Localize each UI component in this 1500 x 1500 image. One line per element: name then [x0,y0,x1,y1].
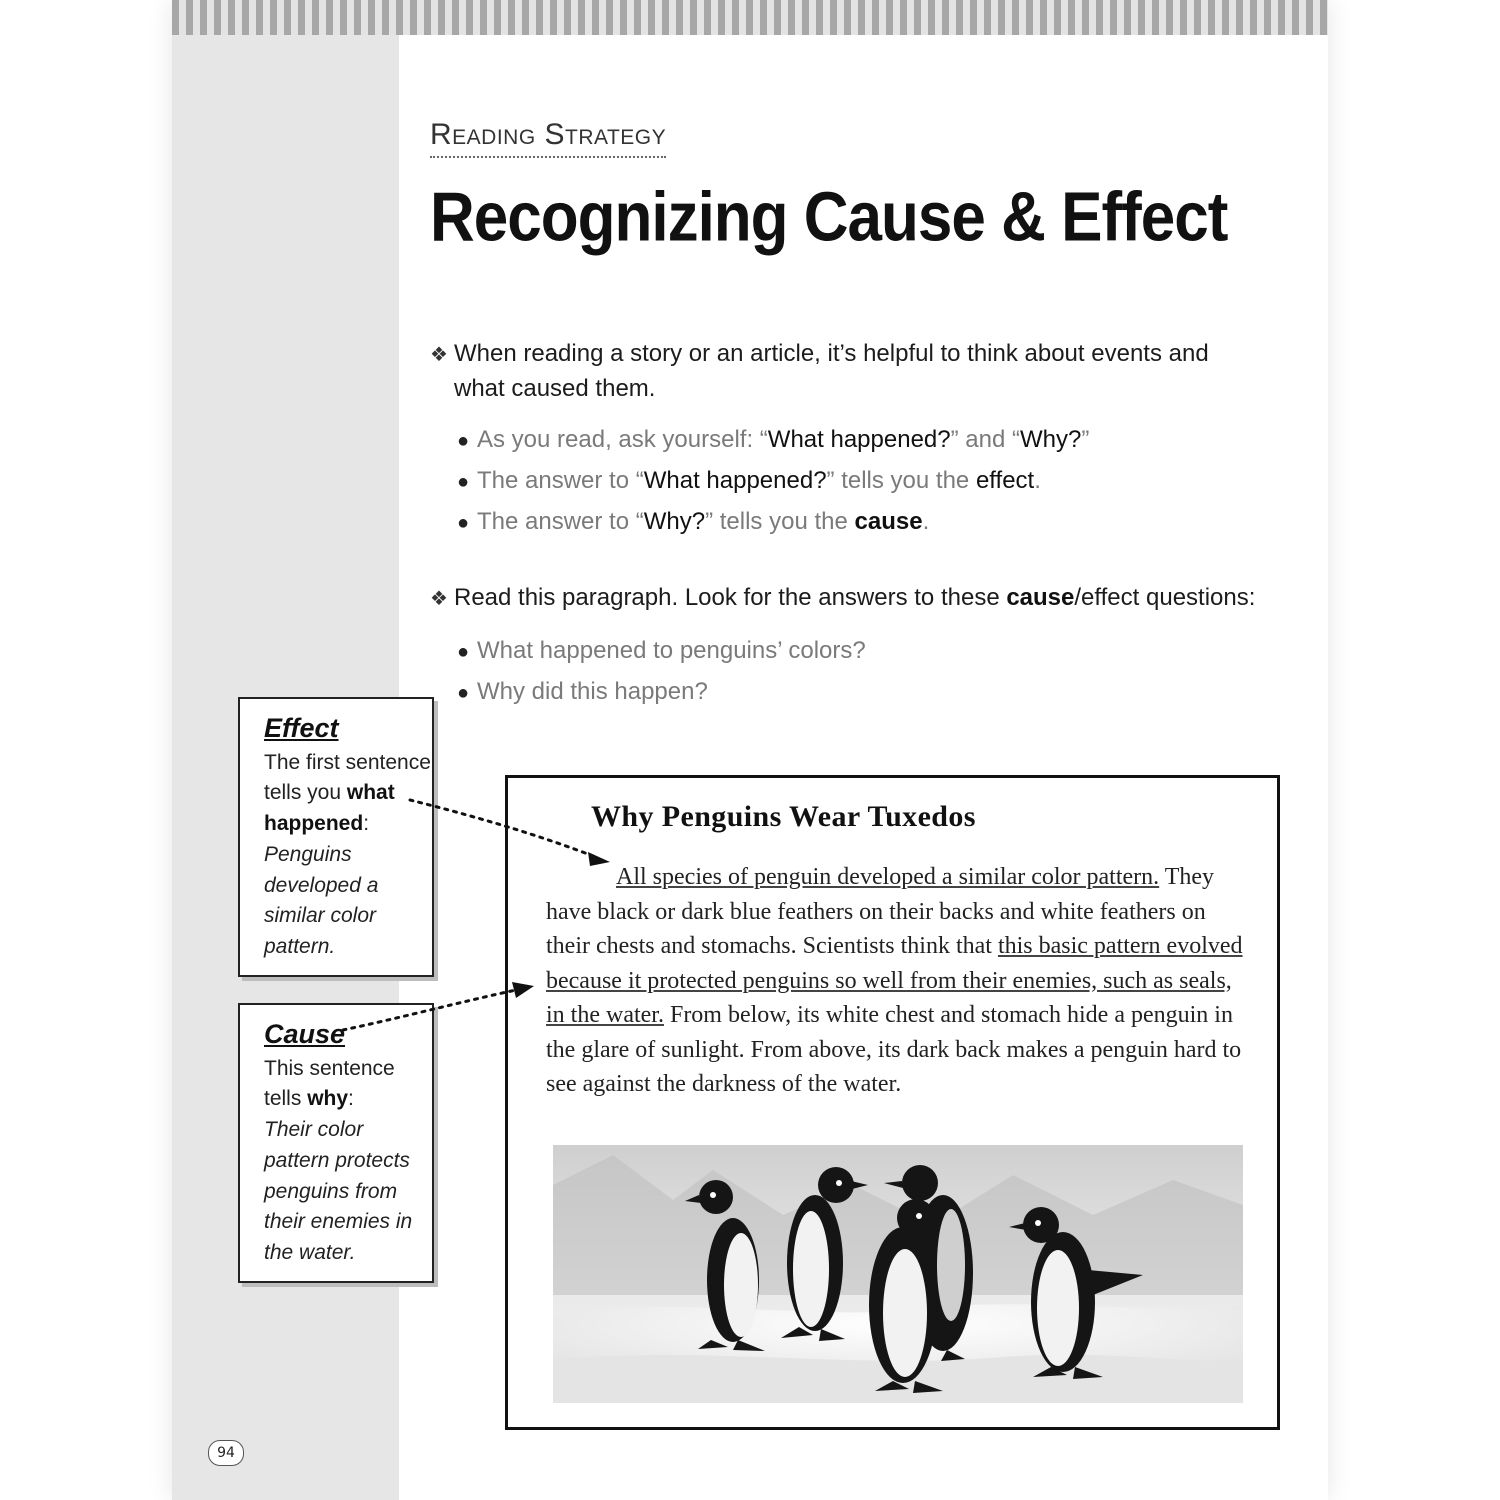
diamond-bullet-icon: ❖ [430,344,448,366]
list-item: ● What happened to penguins’ colors? [457,630,866,671]
penguins-image [553,1145,1243,1403]
section-label: Reading Strategy [430,118,666,158]
list-item: ● The answer to “Why?” tells you the cause. [457,501,1089,542]
article-body: All species of penguin developed a similar color pattern. They have black or dark blue feathers on their backs and white feathers on their chests and stomachs. Scientists think that this basic pattern evolved because it protected penguins so well from their enemies, such as seals, in the water. From below, its white chest and stomach hide a penguin in the glare of sunlight. From above, its dark back makes a penguin hard to see against the darkness of the water. [546,864,1243,1097]
workbook-page [172,0,1328,1500]
bullet-dot-icon: ● [457,641,470,663]
effect-callout: Effect The first sentence tells you what happened: Penguins developed a similar color pattern. [238,697,434,977]
page-title: Recognizing Cause & Effect [430,179,1228,257]
article-title: Why Penguins Wear Tuxedos [591,800,976,833]
penguin-photo [553,1145,1243,1403]
article-box [505,775,1280,1430]
bullet-dot-icon: ● [457,471,470,493]
intro-paragraph: ❖ When reading a story or an article, it’s helpful to think about events and what caused them. [430,340,1209,402]
bullet-dot-icon: ● [457,512,470,534]
list-item: ● Why did this happen? [457,671,866,712]
cause-heading: Cause [264,1019,346,1049]
paragraph-questions [457,630,866,712]
effect-example: Penguins developed a similar color pattern. [264,842,379,958]
list-item: ● As you read, ask yourself: “What happened?” and “Why?” [457,419,1089,460]
effect-heading: Effect [264,713,339,743]
bullet-dot-icon: ● [457,430,470,452]
effect-sentence: All species of penguin developed a similar color pattern. [616,864,1160,890]
top-stripe [172,0,1328,35]
cause-sentence: this basic pattern evolved because it protected penguins so well from their enemies, such as seals, in the water. [546,933,1243,1028]
page-number: 94 [208,1440,244,1466]
cause-example: Their color pattern protects penguins from their enemies in the water. [264,1118,413,1264]
diamond-bullet-icon: ❖ [430,588,448,610]
question-bullets [457,419,1089,542]
cause-callout: Cause This sentence tells why: Their color pattern protects penguins from their enemies in the water. [238,1003,434,1283]
list-item: ● The answer to “What happened?” tells you the effect. [457,460,1089,501]
instruction-paragraph: ❖ Read this paragraph. Look for the answers to these cause/effect questions: [430,581,1290,616]
bullet-dot-icon: ● [457,682,470,704]
